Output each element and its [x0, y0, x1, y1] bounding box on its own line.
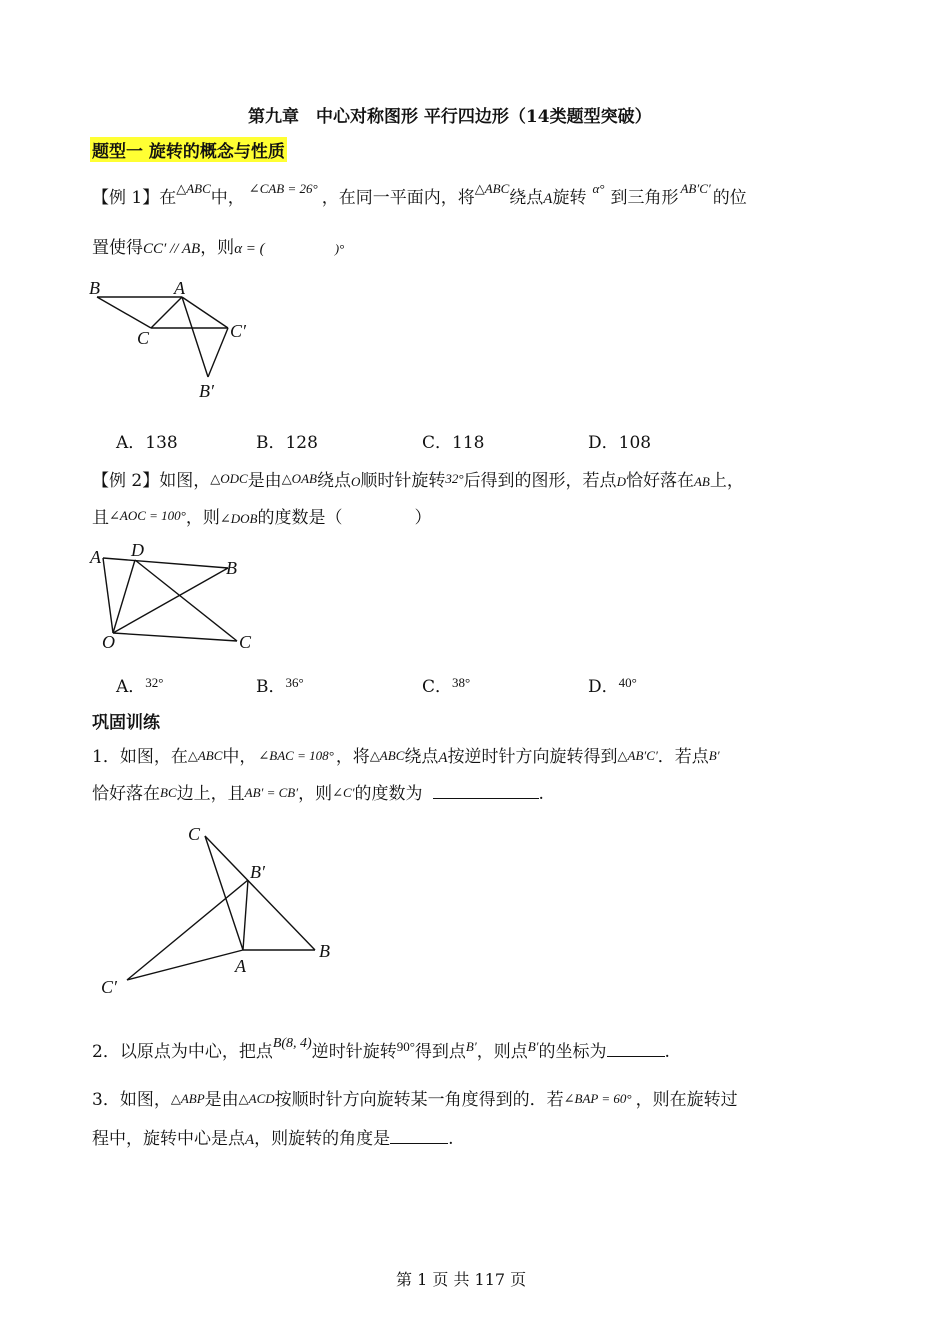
- example-2-line-1: 【例 2】如图，△ODC是由△OAB绕点O顺时针旋转32°后得到的图形，若点D恰好落在AB上，: [92, 471, 744, 491]
- example-2-tag: 【例 2】: [92, 471, 160, 491]
- practice-heading: 巩固训练: [92, 713, 160, 733]
- option-a: A．138: [116, 433, 178, 453]
- edge: [182, 297, 228, 328]
- example-2-figure: [85, 538, 265, 658]
- edge: [103, 558, 228, 568]
- answer-blank[interactable]: [607, 1056, 665, 1057]
- point-label: B′: [199, 381, 214, 401]
- option-a: A．$^{32^\circ}$: [116, 675, 164, 697]
- edge: [151, 297, 182, 328]
- point-label: A: [235, 956, 246, 976]
- option-c: C．118: [422, 433, 485, 453]
- edge: [243, 880, 248, 950]
- point-label: C: [239, 632, 252, 652]
- option-d: D．$^{40^\circ}$: [588, 675, 637, 697]
- option-b: B．128: [256, 433, 318, 453]
- question-3-line-2: 程中，旋转中心是点A，则旋转的角度是 .: [92, 1129, 454, 1149]
- option-b: B．$^{36^\circ}$: [256, 675, 304, 697]
- edge: [103, 558, 113, 633]
- example-1-figure: [85, 275, 265, 405]
- answer-blank[interactable]: [433, 798, 539, 799]
- edge: [97, 297, 151, 328]
- point-label: O: [102, 632, 115, 652]
- page-title: 第九章 中心对称图形 平行四边形（14类题型突破）: [248, 107, 652, 127]
- point-label: C′: [230, 321, 246, 341]
- point-label: A: [90, 547, 101, 567]
- point-label: C: [188, 824, 201, 844]
- option-d: D．108: [588, 433, 652, 453]
- point-label: C: [137, 328, 150, 348]
- example-1-tag: 【例 1】: [92, 188, 160, 208]
- point-label: D: [131, 540, 144, 560]
- option-c: C．$^{38^\circ}$: [422, 675, 471, 697]
- point-label: B: [319, 941, 330, 961]
- point-label: B: [89, 278, 100, 298]
- edge: [205, 836, 243, 950]
- question-1-line-1: 1．如图，在△ABC中， ∠BAC = 108° ，将△ABC绕点A按逆时针方向旋转得到△AB′C′．若点B′: [92, 747, 720, 767]
- question-1-line-2: 恰好落在BC边上，且AB′ = CB′，则∠C′的度数为 .: [92, 784, 544, 804]
- edge: [182, 297, 208, 377]
- edge: [113, 633, 237, 641]
- question-2: 2．以原点为中心，把点$^{B(8, 4)}$逆时针旋转$^{90^\circ}$得到点$^{B'}$，则点$^{B'}$的坐标为 .: [92, 1036, 670, 1062]
- example-1-line-2: 置使得CC′ // AB，则α = ( )°: [92, 238, 345, 258]
- example-1-line-1: 【例 1】在$^{\triangle ABC}$中， $^{\angle CAB = 26^\circ}$ ，在同一平面内，将$^{\triangle ABC}$绕点A旋转 $^{\alpha^\circ}$ 到三角形 $^{AB'C'}$ 的位: [92, 181, 747, 208]
- page-number: 第 1 页 共 117 页: [396, 1270, 527, 1289]
- section-heading: 题型一 旋转的概念与性质: [90, 137, 287, 162]
- answer-blank[interactable]: [390, 1143, 448, 1144]
- edge: [208, 328, 228, 377]
- point-label: C′: [101, 977, 117, 997]
- point-label: A: [174, 278, 185, 298]
- question-3-line-1: 3．如图，△ABP是由△ACD按顺时针方向旋转某一角度得到的．若∠BAP = 60° ，则在旋转过: [92, 1090, 738, 1110]
- question-1-figure: [95, 820, 345, 1000]
- edge: [205, 836, 315, 950]
- point-label: B: [226, 558, 237, 578]
- point-label: B′: [250, 862, 265, 882]
- example-2-line-2: 且∠AOC = 100°，则∠DOB的度数是（ ）: [92, 508, 432, 528]
